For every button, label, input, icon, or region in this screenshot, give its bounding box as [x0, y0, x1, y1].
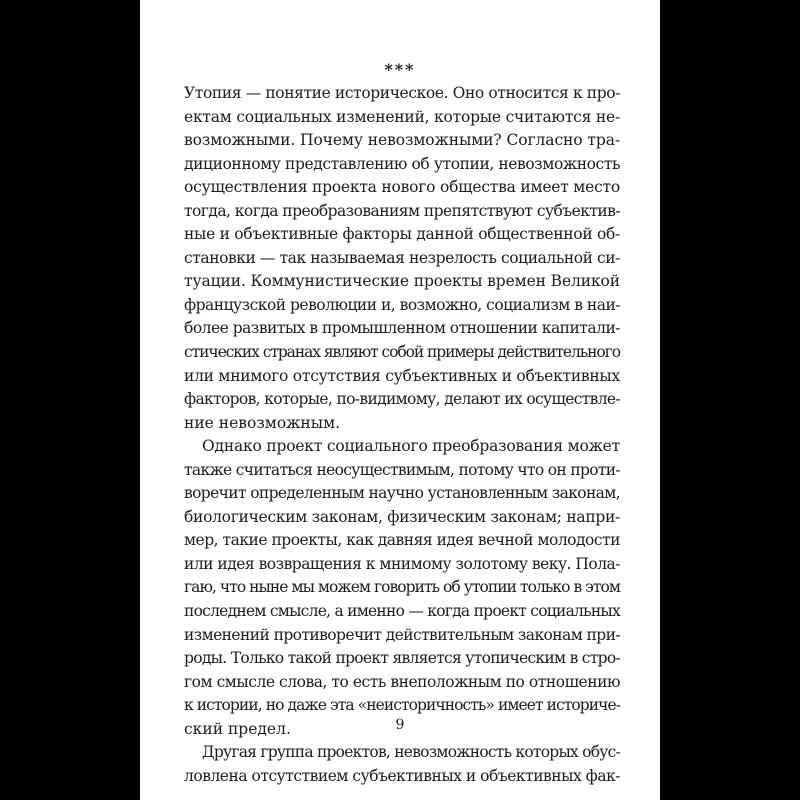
text-line: Однако проект социального преобразования может — [202, 437, 620, 456]
text-line: гаю, что ныне мы можем говорить об утопии только в этом — [184, 578, 620, 597]
text-line: воречит определенным научно установленным законам, — [184, 484, 621, 503]
text-line: ные и объективные факторы данной общественной об- — [184, 225, 620, 244]
text-line: французской революции и, возможно, социализм в наи- — [184, 295, 620, 314]
text-line: изменений противоречит действительным законам при- — [184, 625, 620, 644]
text-line: стических странах являют собой примеры действительного — [184, 343, 620, 362]
text-line: туации. Коммунистические проекты времен Великой — [184, 272, 621, 291]
book-page — [140, 0, 660, 800]
text-line: осуществления проекта нового общества имеет место — [184, 178, 620, 197]
page-body-text — [184, 82, 620, 788]
text-line: более развитых в промышленном отношении капитали- — [184, 319, 620, 338]
text-line: к истории, но даже эта «неисторичность» имеет историче- — [184, 696, 620, 715]
text-line: становки — так называемая незрелость социальной си- — [184, 248, 620, 267]
text-line: ловлена отсутствием субъективных и объективных фак- — [184, 766, 621, 785]
text-line: факторов, которые, по-видимому, делают их осуществле- — [184, 390, 620, 409]
text-line: Утопия — понятие историческое. Оно относится к про- — [184, 84, 620, 102]
text-line: роды. Только такой проект является утопическим в стро- — [184, 649, 620, 668]
text-line: диционному представлению об утопии, невозможность — [184, 154, 620, 173]
text-line: тогда, когда преобразованиям препятствуют субъектив- — [184, 201, 620, 220]
text-line: или мнимого отсутствия субъективных и объективных — [184, 366, 620, 385]
text-line: ский предел. — [184, 719, 291, 738]
text-line: последнем смысле, а именно — когда проект социальных — [184, 602, 620, 621]
text-line: мер, такие проекты, как давняя идея вечной молодости — [184, 531, 620, 550]
text-line: ектам социальных изменений, которые считаются не- — [184, 107, 620, 126]
left-black-margin — [0, 0, 140, 800]
text-line: Другая группа проектов, невозможность которых обус- — [202, 743, 621, 762]
section-ornament: *** — [384, 60, 416, 79]
text-line: биологическим законам, физическим законам; напри- — [184, 507, 620, 526]
text-line: возможными. Почему невозможными? Согласно тра- — [184, 131, 620, 150]
text-line: гом смысле слова, то есть внеположным по отношению — [184, 672, 620, 691]
text-line: также считаться неосуществимым, потому что он проти- — [184, 460, 620, 479]
text-line: ние невозможным. — [184, 413, 341, 432]
right-black-margin — [660, 0, 800, 800]
text-line: или идея возвращения к мнимому золотому веку. Пола- — [184, 554, 621, 573]
page-number: 9 — [395, 717, 405, 733]
